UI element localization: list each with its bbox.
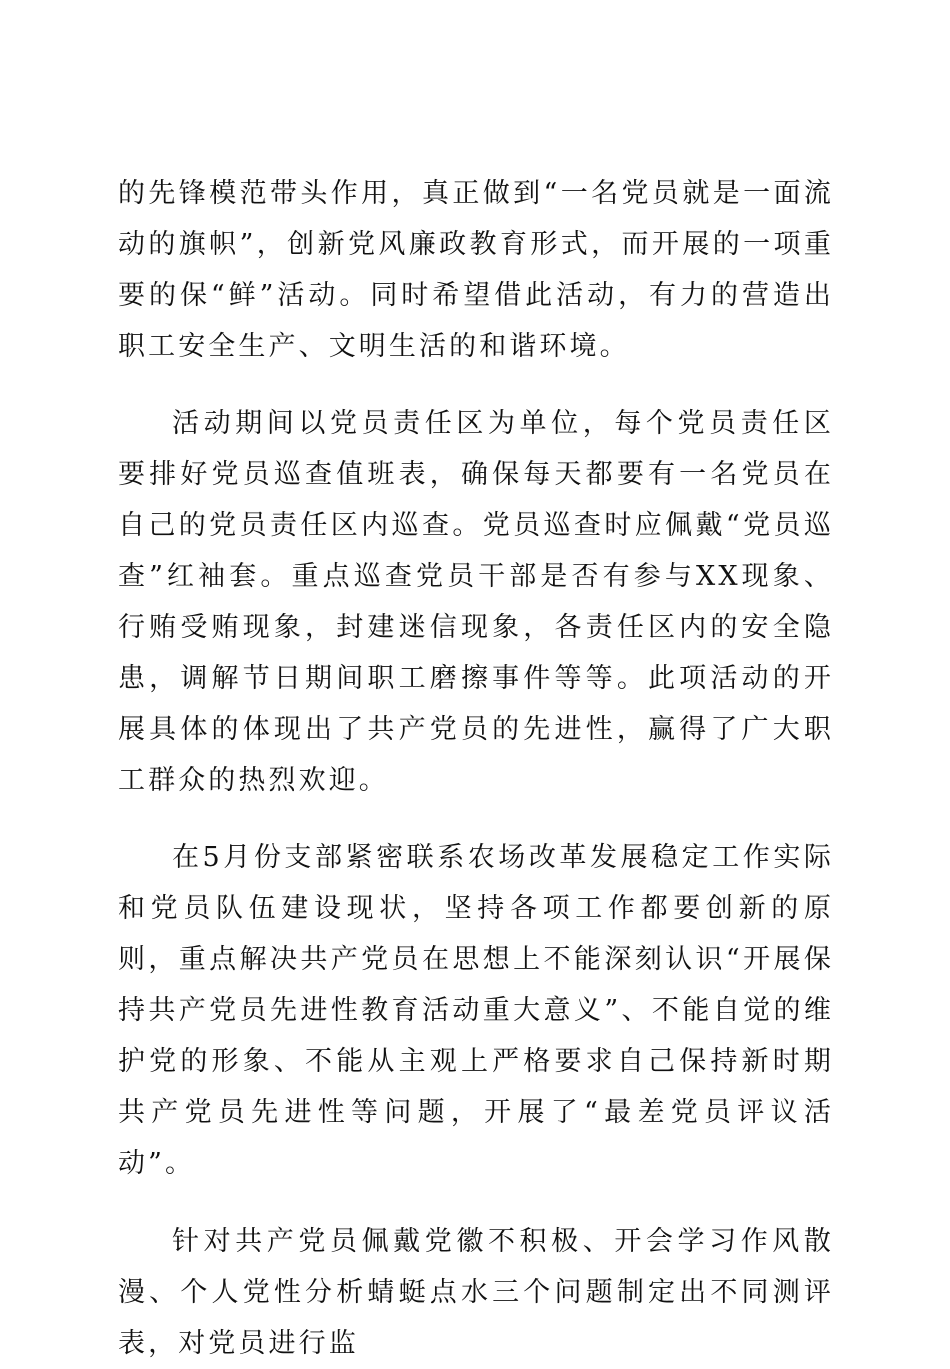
paragraph-1: 的先锋模范带头作用，真正做到“一名党员就是一面流动的旗帜”，创新党风廉政教育形式，而开展的一项重要的保“鲜”活动。同时希望借此活动，有力的营造出职工安全生产、文明生活的和谐环境。 <box>118 178 834 362</box>
document-body <box>118 168 834 1369</box>
paragraph-4: 针对共产党员佩戴党徽不积极、开会学习作风散漫、个人党性分析蜻蜓点水三个问题制定出不同测评表，对党员进行监 <box>118 1226 834 1359</box>
paragraph-3: 在5月份支部紧密联系农场改革发展稳定工作实际和党员队伍建设现状，坚持各项工作都要创新的原则，重点解决共产党员在思想上不能深刻认识“开展保持共产党员先进性教育活动重大意义”、不能自觉的维护党的形象、不能从主观上严格要求自己保持新时期共产党员先进性等问题，开展了“最差党员评议活动”。 <box>118 842 834 1179</box>
paragraph-2: 活动期间以党员责任区为单位，每个党员责任区要排好党员巡查值班表，确保每天都要有一名党员在自己的党员责任区内巡查。党员巡查时应佩戴“党员巡查”红袖套。重点巡查党员干部是否有参与XX现象、行贿受贿现象，封建迷信现象，各责任区内的安全隐患，调解节日期间职工磨擦事件等等。此项活动的开展具体的体现出了共产党员的先进性，赢得了广大职工群众的热烈欢迎。 <box>118 408 834 796</box>
